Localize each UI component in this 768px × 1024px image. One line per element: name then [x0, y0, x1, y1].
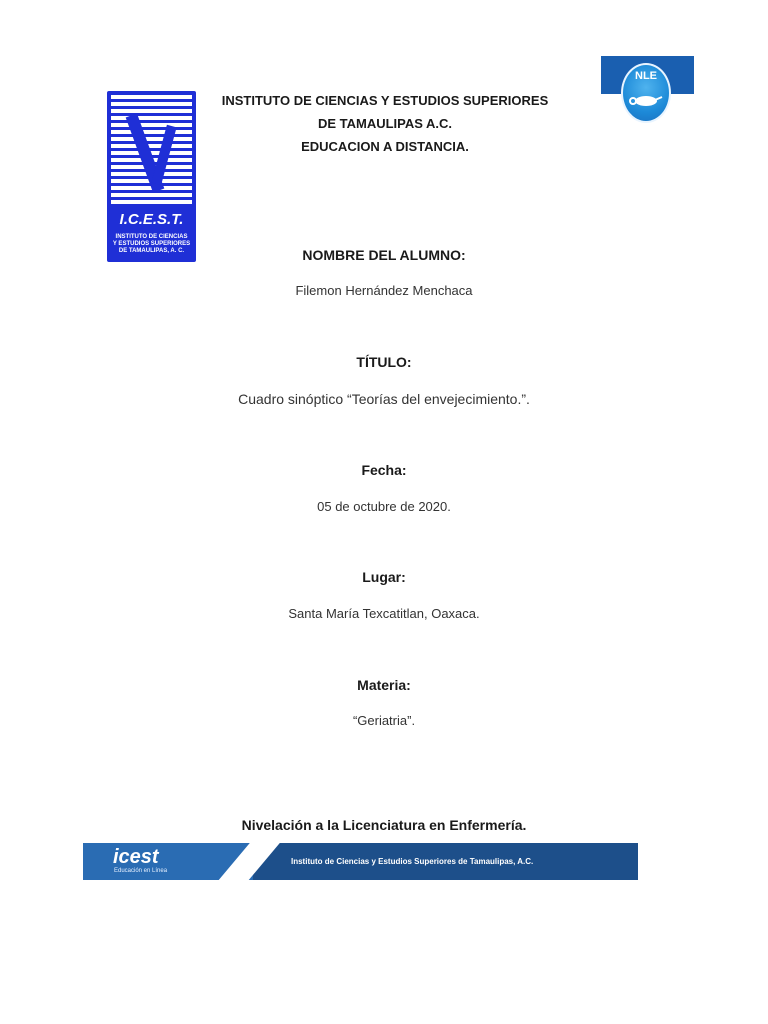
icest-banner: [83, 843, 638, 880]
header-line-3: EDUCACION A DISTANCIA.: [301, 139, 469, 154]
banner-brand: icest: [113, 846, 159, 868]
fecha-value: 05 de octubre de 2020.: [317, 499, 451, 514]
lugar-label: Lugar:: [362, 569, 406, 585]
nle-badge-text: NLE: [635, 70, 657, 82]
program-title: Nivelación a la Licenciatura en Enfermería.: [241, 817, 527, 833]
header-line-1: INSTITUTO DE CIENCIAS Y ESTUDIOS SUPERIORES: [221, 93, 549, 108]
logo-letters: I.C.E.S.T.: [119, 211, 184, 228]
lugar-value: Santa María Texcatitlan, Oaxaca.: [288, 606, 480, 621]
logo-caption: INSTITUTO DE CIENCIAS Y ESTUDIOS SUPERIORES DE TAMAULIPAS, A. C.: [112, 234, 191, 254]
titulo-label: TÍTULO:: [356, 354, 412, 370]
titulo-value: Cuadro sinóptico “Teorías del envejecimiento.”.: [238, 391, 530, 407]
banner-institute-name: Instituto de Ciencias y Estudios Superiores de Tamaulipas, A.C.: [291, 857, 534, 866]
header-line-2: DE TAMAULIPAS A.C.: [317, 116, 453, 131]
materia-label: Materia:: [357, 677, 411, 693]
alumno-value: Filemon Hernández Menchaca: [295, 283, 473, 298]
banner-subtitle: Educación en Línea: [114, 868, 168, 874]
fecha-label: Fecha:: [361, 462, 407, 478]
lamp-icon: [628, 91, 664, 109]
materia-value: “Geriatria”.: [352, 713, 416, 728]
alumno-label: NOMBRE DEL ALUMNO:: [302, 247, 466, 263]
